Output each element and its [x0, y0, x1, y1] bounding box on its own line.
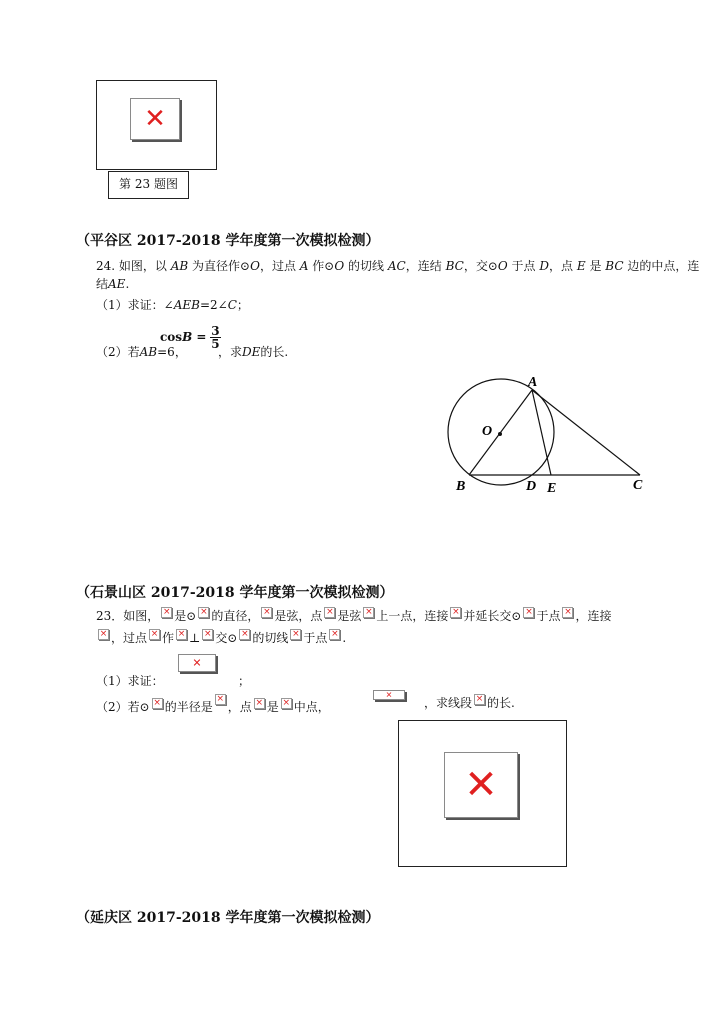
figure-23-caption: 第 23 题图 [108, 171, 189, 199]
question-23-part-2: （2）若⊙× 的半径是× ，点× 是× 中点， [96, 694, 330, 715]
question-24-part-2-end: ，求DE的长. [218, 345, 289, 359]
label-a: A [528, 375, 538, 390]
broken-image-icon: ✕ [444, 752, 518, 818]
question-24-part-1: （1）求证：∠AEB=2∠C； [96, 298, 249, 312]
question-24-line-1: 24. 如图，以 AB 为直径作⊙O，过点 A 作⊙O 的切线 AC，连结 BC，交⊙O 于点 D，点 E 是 BC 边的中点，连 [96, 259, 700, 273]
question-23-part-1-end: ； [238, 674, 251, 688]
broken-image-icon: ✕ [130, 98, 180, 140]
broken-image-icon [290, 629, 301, 640]
label-d: D [526, 479, 537, 494]
broken-image-icon [281, 698, 292, 709]
broken-image-icon [198, 607, 209, 618]
broken-image-icon [523, 607, 534, 618]
broken-image-icon [254, 698, 265, 709]
question-23-line-2: ×，过点× 作× ⊥× 交⊙× 的切线× 于点× . [96, 629, 346, 646]
fraction-3-5: $\frac{3}{5}$ [211, 324, 220, 351]
center-point-o [498, 432, 502, 436]
broken-image-icon [176, 629, 187, 640]
broken-image-icon [324, 607, 335, 618]
broken-image-icon [239, 629, 250, 640]
geometry-diagram [440, 368, 660, 504]
broken-image-icon [450, 607, 461, 618]
label-c: C [633, 478, 643, 493]
cos-b-formula: cosB = $\frac{3}{5}$ [160, 324, 220, 351]
section-heading-yanqing: （延庆区 2017-2018 学年度第一次模拟检测） [76, 910, 380, 926]
section-heading-shijingshan: （石景山区 2017-2018 学年度第一次模拟检测） [76, 585, 394, 601]
question-23-line-1: 23．如图，× 是⊙× 的直径，× 是弦，点× 是弦× 上一点，连接× 并延长交⊙× 于点× ，连接 [96, 607, 612, 624]
broken-image-icon [329, 629, 340, 640]
broken-image-icon [215, 694, 226, 705]
broken-image-icon [202, 629, 213, 640]
broken-image-icon [562, 607, 573, 618]
label-b: B [456, 479, 466, 494]
section-heading-pinggu: （平谷区 2017-2018 学年度第一次模拟检测） [76, 233, 380, 249]
question-23-part-1: （1）求证： [96, 674, 164, 688]
question-23-part-2-end: ，求线段× 的长. [424, 694, 515, 711]
label-e: E [547, 481, 557, 496]
broken-image-icon [261, 607, 272, 618]
broken-image-icon: ✕ [373, 690, 405, 700]
broken-image-icon [474, 694, 485, 705]
broken-image-icon [161, 607, 172, 618]
question-24-part-2: （2）若AB=6， [96, 345, 187, 359]
label-o: O [482, 424, 493, 439]
broken-image-icon [152, 698, 163, 709]
broken-image-icon [149, 629, 160, 640]
question-24-line-2: 结AE. [96, 277, 130, 291]
broken-image-icon [98, 629, 109, 640]
broken-image-icon: ✕ [178, 654, 216, 672]
broken-image-icon [363, 607, 374, 618]
